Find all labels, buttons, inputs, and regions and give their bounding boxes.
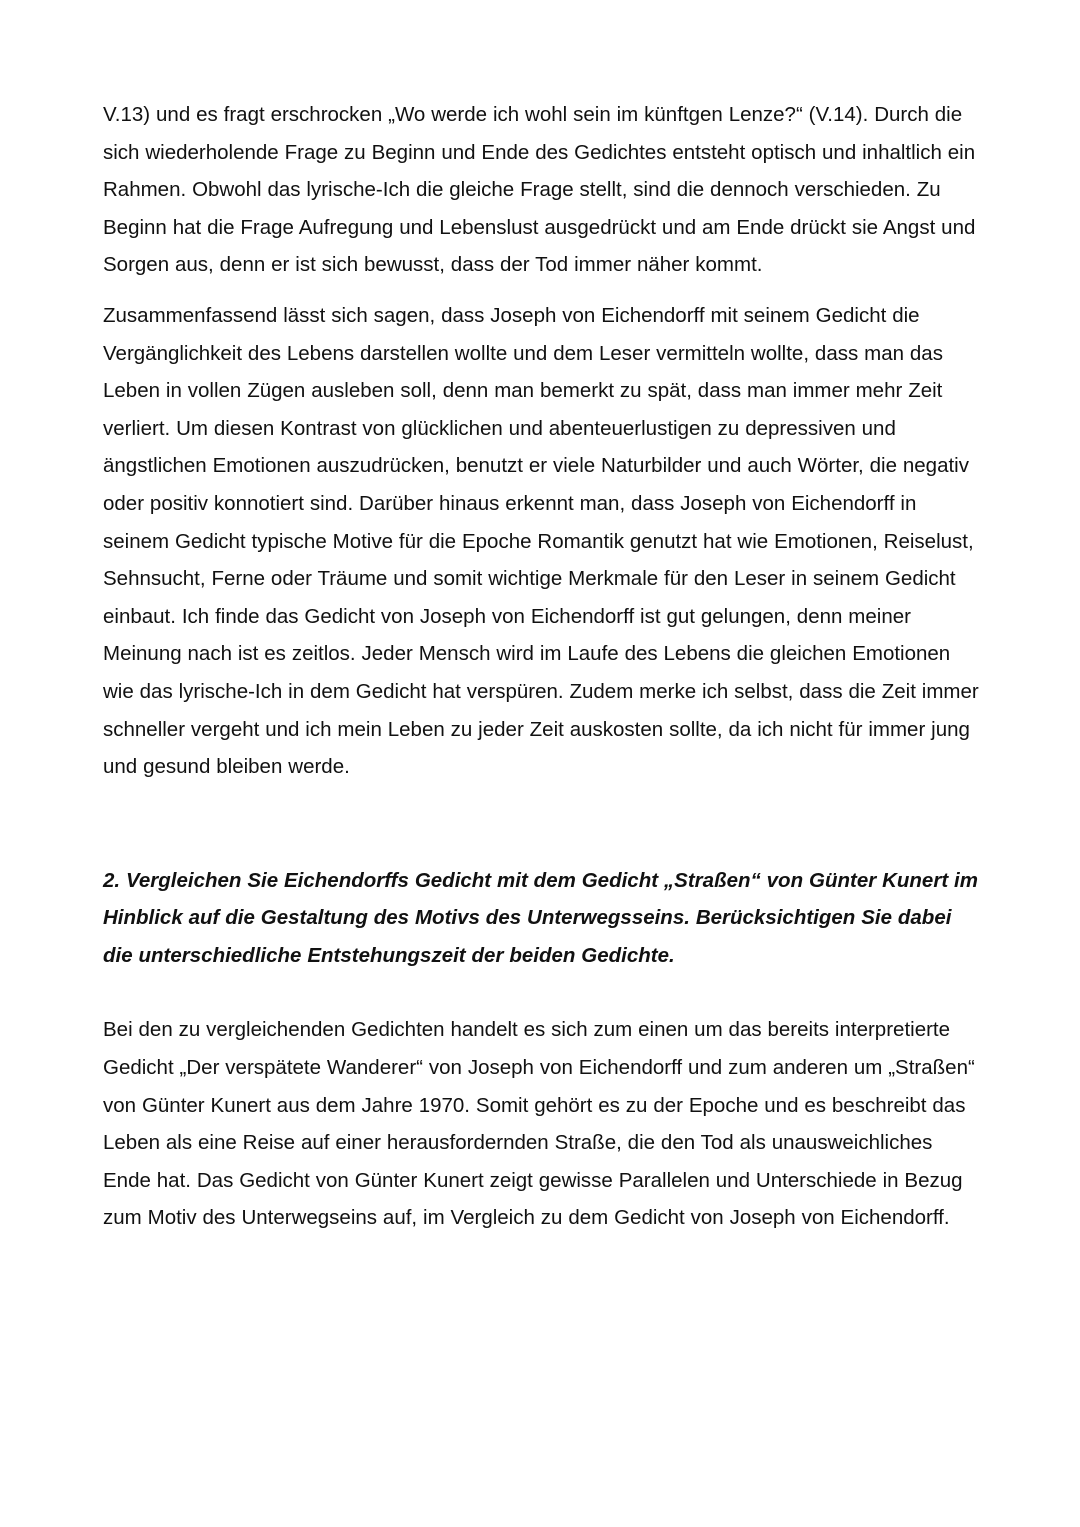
paragraph-summary: Zusammenfassend lässt sich sagen, dass Joseph von Eichendorff mit seinem Gedicht die Vergänglichkeit des Lebens darstellen wollte und dem Leser vermitteln wollte, dass man das Leben in vollen Zügen ausleben soll, denn man bemerkt zu spät, dass man immer mehr Zeit verliert. Um diesen Kontrast von glücklichen und abenteuerlustigen zu depressiven und ängstlichen Emotionen auszudrücken, benutzt er viele Naturbilder und auch Wörter, die negativ oder positiv konnotiert sind. Darüber hinaus erkennt man, dass Joseph von Eichendorff in seinem Gedicht typische Motive für die Epoche Romantik genutzt hat wie Emotionen, Reiselust, Sehnsucht, Ferne oder Träume und somit wichtige Merkmale für den Leser in seinem Gedicht einbaut. Ich finde das Gedicht von Joseph von Eichendorff ist gut gelungen, denn meiner Meinung nach ist es zeitlos. Jeder Mensch wird im Laufe des Lebens die gleichen Emotionen wie das lyrische-Ich in dem Gedicht hat verspüren. Zudem merke ich selbst, dass die Zeit immer schneller vergeht und ich mein Leben zu jeder Zeit auskosten sollte, da ich nicht für immer jung und gesund bleiben werde. [103, 303, 979, 779]
document-page [103, 96, 983, 1237]
task-heading: 2. Vergleichen Sie Eichendorffs Gedicht mit dem Gedicht „Straßen“ von Günter Kunert im Hinblick auf die Gestaltung des Motivs des Unterwegsseins. Berücksichtigen Sie dabei die unterschiedliche Entstehungszeit der beiden Gedichte. [103, 868, 978, 967]
paragraph-comparison-intro: Bei den zu vergleichenden Gedichten handelt es sich zum einen um das bereits interpretierte Gedicht „Der verspätete Wanderer“ von Joseph von Eichendorff und zum anderen um „Straßen“ von Günter Kunert aus dem Jahre 1970. Somit gehört es zu der Epoche und es beschreibt das Leben als eine Reise auf einer herausfordernden Straße, die den Tod als unausweichliches Ende hat. Das Gedicht von Günter Kunert zeigt gewisse Parallelen und Unterschiede in Bezug zum Motiv des Unterwegseins auf, im Vergleich zu dem Gedicht von Joseph von Eichendorff. [103, 1018, 975, 1230]
paragraph-analysis-end: V.13) und es fragt erschrocken „Wo werde ich wohl sein im künftgen Lenze?“ (V.14). Durch die sich wiederholende Frage zu Beginn und Ende des Gedichtes entsteht optisch und inhaltlich ein Rahmen. Obwohl das lyrische-Ich die gleiche Frage stellt, sind die dennoch verschieden. Zu Beginn hat die Frage Aufregung und Lebenslust ausgedrückt und am Ende drückt sie Angst und Sorgen aus, denn er ist sich bewusst, dass der Tod immer näher kommt. [103, 103, 976, 277]
